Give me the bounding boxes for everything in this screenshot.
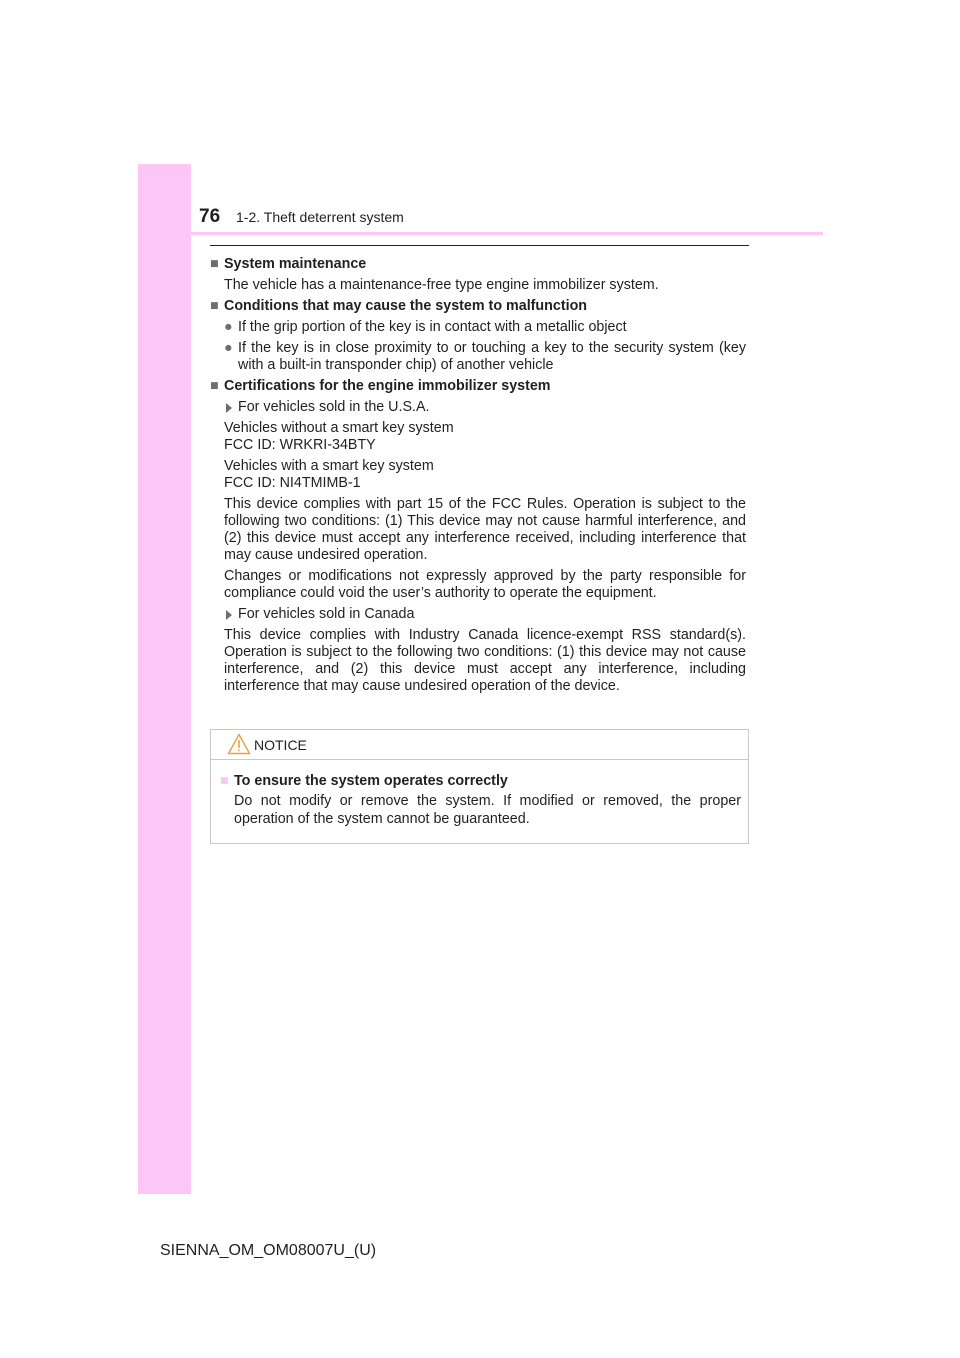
content-top-rule bbox=[210, 245, 749, 246]
notice-label: NOTICE bbox=[254, 737, 307, 753]
square-bullet-icon: ■ bbox=[210, 256, 219, 272]
square-bullet-icon: ■ bbox=[210, 298, 219, 314]
page-number: 76 bbox=[199, 206, 221, 227]
section-title: 1-2. Theft deterrent system bbox=[236, 209, 404, 225]
notice-body bbox=[220, 772, 741, 832]
section-heading: ■ Conditions that may cause the system to malfunction bbox=[210, 298, 588, 314]
notice-box bbox=[210, 729, 749, 844]
notice-header bbox=[211, 730, 748, 760]
paragraph: This device complies with part 15 of the FCC Rules. Operation is subject to the following two conditions: (1) This device may not cause harmful interference, and (2) this device must accept any interference received, including interference that may cause undesired operation. bbox=[224, 496, 746, 563]
triangle-arrow-icon bbox=[226, 610, 232, 620]
paragraph: Changes or modifications not expressly approved by the party responsible for compliance could void the user’s authority to operate the equipment. bbox=[224, 568, 746, 601]
square-bullet-icon: ■ bbox=[220, 773, 229, 789]
section-heading: ■ System maintenance bbox=[210, 256, 367, 272]
page-content bbox=[210, 256, 746, 699]
section-heading: ■ Certifications for the engine immobilizer system bbox=[210, 378, 551, 394]
paragraph: Vehicles without a smart key system FCC ID: WRKRI-34BTY bbox=[224, 420, 454, 453]
paragraph: The vehicle has a maintenance-free type engine immobilizer system. bbox=[224, 277, 659, 293]
triangle-arrow-icon bbox=[226, 403, 232, 413]
circle-bullet-icon: ● bbox=[224, 340, 233, 356]
header-rule bbox=[191, 232, 823, 235]
warning-triangle-icon bbox=[227, 733, 251, 755]
paragraph: Do not modify or remove the system. If modified or removed, the proper operation of the system cannot be guaranteed. bbox=[234, 793, 741, 827]
list-item: ● If the grip portion of the key is in contact with a metallic object bbox=[224, 319, 627, 335]
subsection-label-canada: For vehicles sold in Canada bbox=[210, 606, 746, 623]
circle-bullet-icon: ● bbox=[224, 319, 233, 335]
document-code: SIENNA_OM_OM08007U_(U) bbox=[160, 1242, 377, 1259]
square-bullet-icon: ■ bbox=[210, 378, 219, 394]
paragraph: Vehicles with a smart key system FCC ID: NI4TMIMB-1 bbox=[224, 458, 434, 491]
page-side-tab bbox=[138, 164, 191, 1194]
subsection-label-usa: For vehicles sold in the U.S.A. bbox=[210, 399, 746, 416]
paragraph: This device complies with Industry Canada licence-exempt RSS standard(s). Operation is subject to the following two conditions: (1) this device may not cause interference, and (2) this device must accept any interference, including interference that may cause undesired operation of the device. bbox=[224, 627, 746, 694]
list-item: ● If the key is in close proximity to or touching a key to the security system (key with a built-in transponder chip) of another vehicle bbox=[224, 340, 746, 373]
notice-heading: ■ To ensure the system operates correctly bbox=[220, 773, 508, 789]
